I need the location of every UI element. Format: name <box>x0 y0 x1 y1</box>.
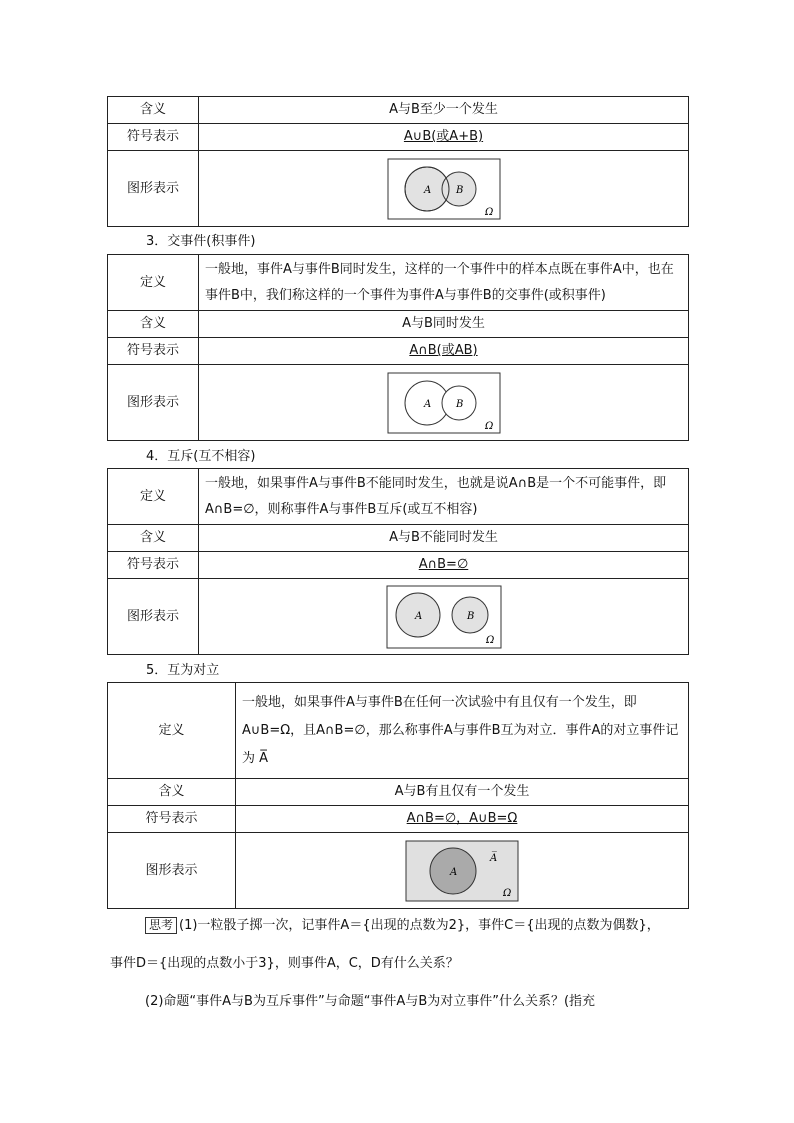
label-a: A <box>414 610 422 622</box>
figure-label: 图形表示 <box>108 151 199 227</box>
think-text-1: (1)一粒骰子掷一次，记事件A＝{出现的点数为2}，事件C＝{出现的点数为偶数}， <box>179 918 660 933</box>
think-line-2: 事件D＝{出现的点数小于3}，则事件A，C，D有什么关系？ <box>110 956 459 971</box>
intersection-table <box>107 254 689 441</box>
figure-label: 图形表示 <box>108 579 199 655</box>
def-text: 一般地，如果事件A与事件B在任何一次试验中有且仅有一个发生，即A∪B=Ω，且A∩B=∅，那么称事件A与事件B互为对立．事件A的对立事件记为 A̅ <box>236 683 689 779</box>
def-label: 定义 <box>108 683 236 779</box>
venn-exclusive-diagram <box>386 585 502 649</box>
figure-label: 图形表示 <box>108 833 236 909</box>
meaning-value: A与B同时发生 <box>199 311 689 338</box>
label-b: B <box>466 610 474 622</box>
venn-complement-diagram <box>405 840 519 902</box>
meaning-value: A与B不能同时发生 <box>199 525 689 552</box>
symbol-label: 符号表示 <box>108 552 199 579</box>
label-abar: A̅ <box>490 852 498 864</box>
label-omega: Ω <box>484 206 493 218</box>
def-text: 一般地，事件A与事件B同时发生，这样的一个事件中的样本点既在事件A中，也在事件B中，我们称这样的一个事件为事件A与事件B的交事件(或积事件) <box>199 255 689 311</box>
section-5-heading: 5．互为对立 <box>146 663 220 678</box>
figure-cell <box>199 365 689 441</box>
symbol-value: A∪B(或A+B) <box>199 124 689 151</box>
label-omega: Ω <box>484 420 493 432</box>
label-a: A <box>450 866 458 878</box>
think-line-1 <box>145 914 705 934</box>
label-b: B <box>455 184 463 196</box>
think-badge: 思考 <box>145 917 177 934</box>
meaning-value: A与B至少一个发生 <box>199 97 689 124</box>
section-3-heading: 3．交事件(积事件) <box>146 234 256 249</box>
label-b: B <box>455 398 463 410</box>
def-text: 一般地，如果事件A与事件B不能同时发生，也就是说A∩B是一个不可能事件，即A∩B=∅，则称事件A与事件B互斥(或互不相容) <box>199 469 689 525</box>
symbol-value: A∩B=∅，A∪B=Ω <box>236 806 689 833</box>
meaning-label: 含义 <box>108 525 199 552</box>
symbol-value: A∩B=∅ <box>199 552 689 579</box>
venn-union-diagram <box>387 158 501 220</box>
symbol-value: A∩B(或AB) <box>199 338 689 365</box>
venn-intersection-diagram <box>387 372 501 434</box>
meaning-value: A与B有且仅有一个发生 <box>236 779 689 806</box>
label-omega: Ω <box>485 634 494 646</box>
symbol-label: 符号表示 <box>108 338 199 365</box>
meaning-label: 含义 <box>108 97 199 124</box>
figure-label: 图形表示 <box>108 365 199 441</box>
def-label: 定义 <box>108 469 199 525</box>
union-table <box>107 96 689 227</box>
figure-cell <box>236 833 689 909</box>
figure-cell <box>199 151 689 227</box>
think-line-3: (2)命题“事件A与B为互斥事件”与命题“事件A与B为对立事件”什么关系？(指充 <box>145 994 596 1009</box>
meaning-label: 含义 <box>108 779 236 806</box>
symbol-label: 符号表示 <box>108 806 236 833</box>
def-label: 定义 <box>108 255 199 311</box>
label-a: A <box>423 184 431 196</box>
label-a: A <box>423 398 431 410</box>
section-4-heading: 4．互斥(互不相容) <box>146 449 256 464</box>
complement-table <box>107 682 689 909</box>
meaning-label: 含义 <box>108 311 199 338</box>
label-omega: Ω <box>503 887 512 899</box>
figure-cell <box>199 579 689 655</box>
exclusive-table <box>107 468 689 655</box>
symbol-label: 符号表示 <box>108 124 199 151</box>
